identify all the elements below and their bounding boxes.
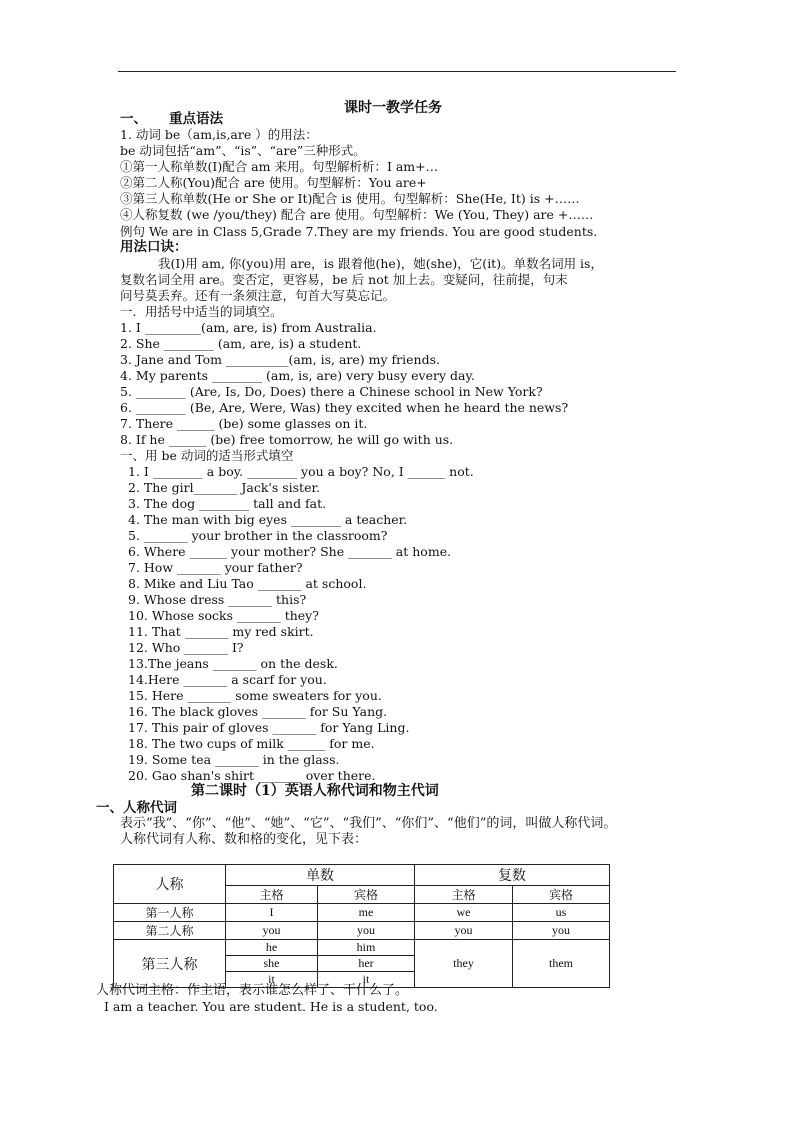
exercise1-item: 4. My parents ________ (am, is, are) very busy every day. [120, 368, 475, 383]
exercise2-item: 2. The girl_______ Jack's sister. [128, 480, 321, 495]
section1-heading-text: 重点语法 [169, 111, 223, 127]
table-row [114, 922, 610, 940]
exercise2-item: 20. Gao shan's shirt _______ over there. [128, 768, 376, 783]
mnemonic-line-1: 我(I)用 am, 你(you)用 are，is 跟着他(he)，她(she)，它(it)。单数名词用 is， [158, 256, 603, 271]
exercise2-item: 10. Whose socks _______ they? [128, 608, 319, 623]
exercise2-item: 7. How _______ your father? [128, 560, 303, 575]
mnemonic-line-2: 复数名词全用 are。变否定，更容易，be 后 not 加上去。变疑问，往前提，句末 [120, 272, 568, 287]
table-cell: she [226, 956, 318, 972]
exercise2-item: 16. The black gloves _______ for Su Yang. [128, 704, 388, 719]
row-label-first-person: 第一人称 [114, 904, 226, 922]
grammar-line-2: be 动词包括“am”、“is”、“are”三种形式。 [120, 143, 366, 158]
lesson2-intro-1: 表示“我”、“你”、“他”、“她”、“它”、“我们”、“你们”、“他们”的词，叫做人称代词。 [120, 816, 617, 831]
exercise2-item: 4. The man with big eyes ________ a teacher. [128, 512, 408, 527]
header-person: 人称 [114, 865, 226, 904]
grammar-line-5: ③第三人称单数(He or She or It)配合 is 使用。句型解析：She(He, It) is +…… [120, 191, 580, 206]
exercise1-heading: 一．用括号中适当的词填空。 [120, 304, 283, 319]
mnemonic-heading: 用法口诀： [120, 239, 188, 255]
table-row [114, 904, 610, 922]
table-cell: I [226, 904, 318, 922]
grammar-line-3: ①第一人称单数(I)配合 am 来用。句型解析析：I am+… [120, 159, 439, 174]
row-label-second-person: 第二人称 [114, 922, 226, 940]
table-cell: her [318, 956, 415, 972]
lesson2-intro-2: 人称代词有人称、数和格的变化，见下表： [120, 832, 368, 847]
exercise2-item: 14.Here _______ a scarf for you. [128, 672, 327, 687]
table-cell: us [513, 904, 610, 922]
header-singular-objective: 宾格 [318, 886, 415, 904]
exercise2-item: 8. Mike and Liu Tao _______ at school. [128, 576, 367, 591]
exercise1-item: 5. ________ (Are, Is, Do, Does) there a Chinese school in New York? [120, 384, 543, 399]
lesson2-heading: 一、人称代词 [96, 800, 177, 816]
page-title: 课时一教学任务 [344, 100, 442, 116]
mnemonic-line-3: 问号莫丢弃。还有一条须注意，句首大写莫忘记。 [120, 288, 396, 303]
exercise2-item: 11. That _______ my red skirt. [128, 624, 314, 639]
table-cell: you [226, 922, 318, 940]
table-cell: it [318, 972, 415, 988]
exercise1-item: 3. Jane and Tom __________(am, is, are) my friends. [120, 352, 440, 367]
grammar-line-4: ②第二人称(You)配合 are 使用。句型解析：You are+ [120, 175, 427, 190]
exercise2-item: 1. I ________ a boy. ________ you a boy? No, I ______ not. [128, 464, 474, 479]
exercise1-item: 1. I _________(am, are, is) from Australia. [120, 320, 377, 335]
exercise2-item: 6. Where ______ your mother? She _______ at home. [128, 544, 452, 559]
pronoun-table [113, 864, 610, 988]
exercise2-item: 19. Some tea _______ in the glass. [128, 752, 340, 767]
header-singular: 单数 [226, 865, 415, 886]
exercise2-item: 15. Here _______ some sweaters for you. [128, 688, 382, 703]
header-plural-nominative: 主格 [415, 886, 513, 904]
exercise2-item: 9. Whose dress _______ this? [128, 592, 307, 607]
header-rule [118, 71, 676, 72]
table-cell: he [226, 940, 318, 956]
section1-heading [120, 111, 223, 127]
table-cell: you [415, 922, 513, 940]
table-cell: you [513, 922, 610, 940]
header-plural-objective: 宾格 [513, 886, 610, 904]
table-row [114, 940, 610, 956]
after-table-line-2: I am a teacher. You are student. He is a student, too. [104, 999, 438, 1014]
table-cell: it [226, 972, 318, 988]
row-label-third-person: 第三人称 [114, 940, 226, 988]
exercise2-item: 13.The jeans _______ on the desk. [128, 656, 338, 671]
table-cell-they: they [415, 940, 513, 988]
grammar-example: 例句 We are in Class 5,Grade 7.They are my friends. You are good students. [120, 224, 598, 239]
table-cell: him [318, 940, 415, 956]
section1-heading-num: 一、 [120, 111, 147, 127]
exercise2-heading: 一、用 be 动词的适当形式填空 [120, 448, 294, 463]
header-singular-nominative: 主格 [226, 886, 318, 904]
grammar-line-6: ④人称复数 (we /you/they) 配合 are 使用。句型解析：We (You, They) are +…… [120, 207, 594, 222]
header-plural: 复数 [415, 865, 610, 886]
table-cell: we [415, 904, 513, 922]
grammar-line-1: 1. 动词 be（am,is,are ）的用法： [120, 127, 318, 142]
exercise2-item: 3. The dog ________ tall and fat. [128, 496, 327, 511]
exercise1-item: 6. ________ (Be, Are, Were, Was) they excited when he heard the news? [120, 400, 569, 415]
lesson2-title: 第二课时（1）英语人称代词和物主代词 [191, 783, 439, 799]
exercise1-item: 8. If he ______ (be) free tomorrow, he will go with us. [120, 432, 454, 447]
exercise2-item: 18. The two cups of milk ______ for me. [128, 736, 375, 751]
table-cell: me [318, 904, 415, 922]
exercise1-item: 7. There ______ (be) some glasses on it. [120, 416, 368, 431]
table-cell-them: them [513, 940, 610, 988]
table-cell: you [318, 922, 415, 940]
exercise2-item: 12. Who _______ I? [128, 640, 244, 655]
exercise2-item: 5. _______ your brother in the classroom? [128, 528, 388, 543]
after-table-line-1: 人称代词主格：作主语，表示谁怎么样了、干什么了。 [96, 983, 409, 998]
exercise2-item: 17. This pair of gloves _______ for Yang Ling. [128, 720, 410, 735]
exercise1-item: 2. She ________ (am, are, is) a student. [120, 336, 362, 351]
